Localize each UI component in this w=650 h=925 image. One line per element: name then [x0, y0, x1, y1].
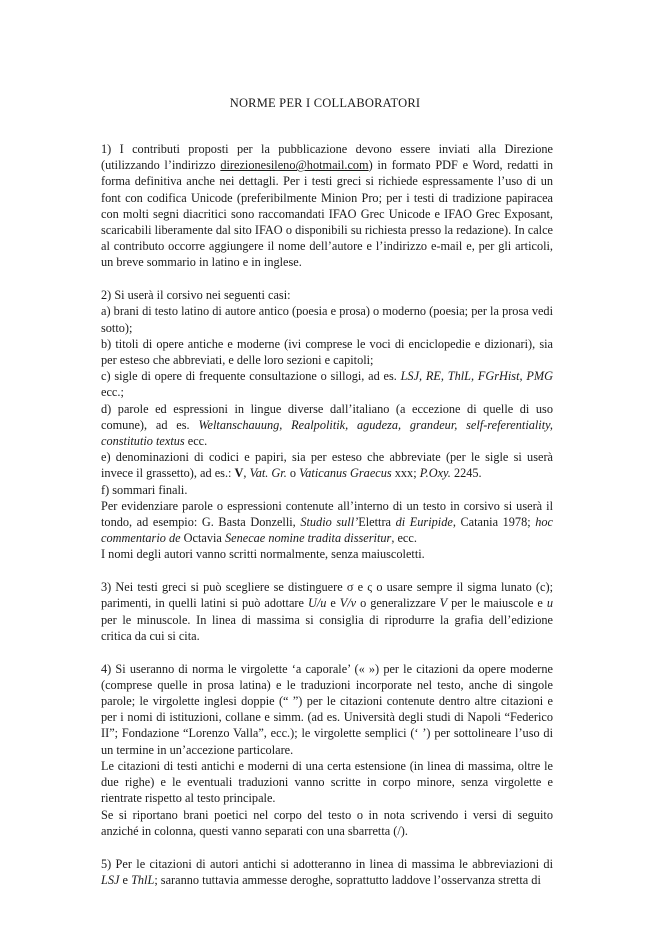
italic-text: u — [546, 596, 553, 611]
italic-text: V — [439, 596, 448, 611]
italic-text: Weltanschauung, Realpolitik, agudeza, grandeur, self-referentiality, constitutio textus — [101, 417, 553, 449]
text-span: ecc. — [184, 434, 208, 449]
italic-text: di Euripide — [391, 515, 453, 530]
section-3 — [101, 579, 553, 644]
section-2-note — [101, 498, 553, 547]
text-span: 1) I contributi proposti per la pubblicazione devono essere inviati alla Direzione (utilizzando l’indirizzo — [101, 142, 553, 173]
italic-text: Senecae nomine tradita disseritur — [221, 531, 392, 546]
text-span: , Catania 1978; — [452, 515, 536, 530]
italic-text: ThlL — [131, 872, 155, 887]
italic-text: P.Oxy. — [419, 466, 451, 481]
text-span: o — [286, 466, 300, 481]
bold-text: V — [234, 466, 244, 481]
text-span: ; saranno tuttavia ammesse deroghe, soprattutto laddove l’osservanza stretta di — [154, 872, 541, 887]
italic-text: hoc commentario de — [101, 515, 553, 546]
section-2-item-a: a) brani di testo latino di autore antico (poesia e prosa) o moderno (poesia; per la prosa vedi sotto); — [101, 304, 553, 335]
section-2-intro: 2) Si userà il corsivo nei seguenti casi: — [101, 288, 291, 303]
text-span: e) denominazioni di codici e papiri, sia per esteso che abbreviate (per le sigle si userà invece il grassetto), ad es.: — [101, 450, 553, 481]
text-span: d) parole ed espressioni in lingue diverse dall’italiano (a eccezione di quelle di uso comune), ad es. — [101, 401, 553, 432]
text-span: per le maiuscole e — [447, 596, 547, 611]
email-link[interactable]: direzionesileno@hotmail.com — [220, 158, 369, 173]
section-2-item-f: f) sommari finali. — [101, 482, 188, 497]
section-4-para-2: Le citazioni di testi antichi e moderni di una certa estensione (in linea di massima, oltre le due righe) e le eventuali traduzioni vanno scritte in corpo minore, senza virgolette e rientrate rispetto al testo principale. — [101, 758, 553, 806]
section-2-item-d — [101, 401, 553, 450]
text-span: 2245. — [450, 466, 482, 481]
italic-text: V/v — [339, 596, 357, 611]
section-2-item-e: e) denominazioni di codici e papiri, sia per esteso che abbreviate (per le sigle si userà invece il grassetto), ad es.: V, Vat. Gr. o Vaticanus Graecus xxx; P.Oxy. 2245. — [101, 450, 553, 481]
section-4-para-3: Se si riportano brani poetici nel corpo del testo o in nota scrivendo i versi di seguito anziché in colonna, questi vanno separati con una sbarretta (/). — [101, 807, 553, 838]
italic-text: Vaticanus Graecus — [299, 466, 392, 481]
text-span: o generalizzare — [356, 596, 440, 611]
document-body — [101, 141, 553, 888]
text-span: e — [119, 872, 132, 887]
text-span: e — [326, 596, 340, 611]
text-span: 5) Per le citazioni di autori antichi si adotteranno in linea di massima le abbreviazioni di — [101, 856, 553, 871]
italic-text: U/u — [307, 596, 327, 611]
italic-text: Vat. Gr. — [249, 466, 287, 481]
page-title: NORME PER I COLLABORATORI — [229, 96, 421, 110]
section-2-item-c — [101, 368, 553, 400]
section-1 — [101, 141, 553, 271]
text-span: ecc.; — [101, 385, 124, 400]
text-span: xxx; — [391, 466, 420, 481]
text-span: Elettra — [358, 515, 392, 530]
text-span: 3) Nei testi greci si può scegliere se distinguere σ e ς o usare sempre il sigma lunato (c); parimenti, in quelli latini si può adottare — [101, 580, 553, 611]
text-span: per le minuscole. In linea di massima si consiglia di riprodurre la grafia dell’edizione critica da cui si cita. — [101, 612, 553, 643]
section-2-item-b: b) titoli di opere antiche e moderne (ivi comprese le voci di enciclopedie e dizionari), sia per esteso che abbreviati, e delle loro sezioni e capitoli; — [101, 336, 553, 368]
section-2-authors: I nomi degli autori vanno scritti normalmente, senza maiuscoletti. — [101, 547, 425, 562]
italic-text: LSJ — [101, 872, 120, 887]
text-span: , ecc. — [391, 531, 417, 546]
italic-text: LSJ, RE, ThlL, FGrHist, PMG — [400, 369, 553, 384]
italic-text: Studio sull’ — [300, 515, 359, 530]
text-span: c) sigle di opere di frequente consultazione o sillogi, ad es. — [101, 369, 401, 384]
text-span: ) in formato PDF e Word, redatti in forma definitiva anche nei dettagli. Per i testi greci si richiede espressamente l’uso di un font con codifica Unicode (preferibilmente Minion Pro; per i testi di tradizione papiracea con molti segni diacritici sono raccomandati IFAO Grec Unicode e IFAO Grec Exposant, scaricabili liberamente dal sito IFAO o disponibili su richiesta presso la redazione). In calce al contributo occorre aggiungere il nome dell’autore e l’indirizzo e-mail e, per gli articoli, un breve sommario in latino e in inglese. — [101, 158, 553, 270]
section-4-para-1: 4) Si useranno di norma le virgolette ‘a caporale’ (« ») per le citazioni da opere moderne (comprese quelle in prosa latina) e le traduzioni incorporate nel testo, anche di singole parole; le virgolette inglesi doppie (“ ”) per le citazioni contenute dentro altre citazioni e per i nomi di istituzioni, collane e simm. (ad es. Università degli studi di Napoli “Federico II”; Fondazione “Lorenzo Valla”, ecc.); le virgolette semplici (‘ ’) per sottolineare l’uso di un termine in un’accezione particolare. — [101, 661, 553, 757]
section-5 — [101, 856, 553, 888]
text-span: Octavia — [183, 531, 222, 546]
text-span: Per evidenziare parole o espressioni contenute all’interno di un testo in corsivo si userà il tondo, ad esempio: G. Basta Donzelli, — [101, 498, 553, 530]
